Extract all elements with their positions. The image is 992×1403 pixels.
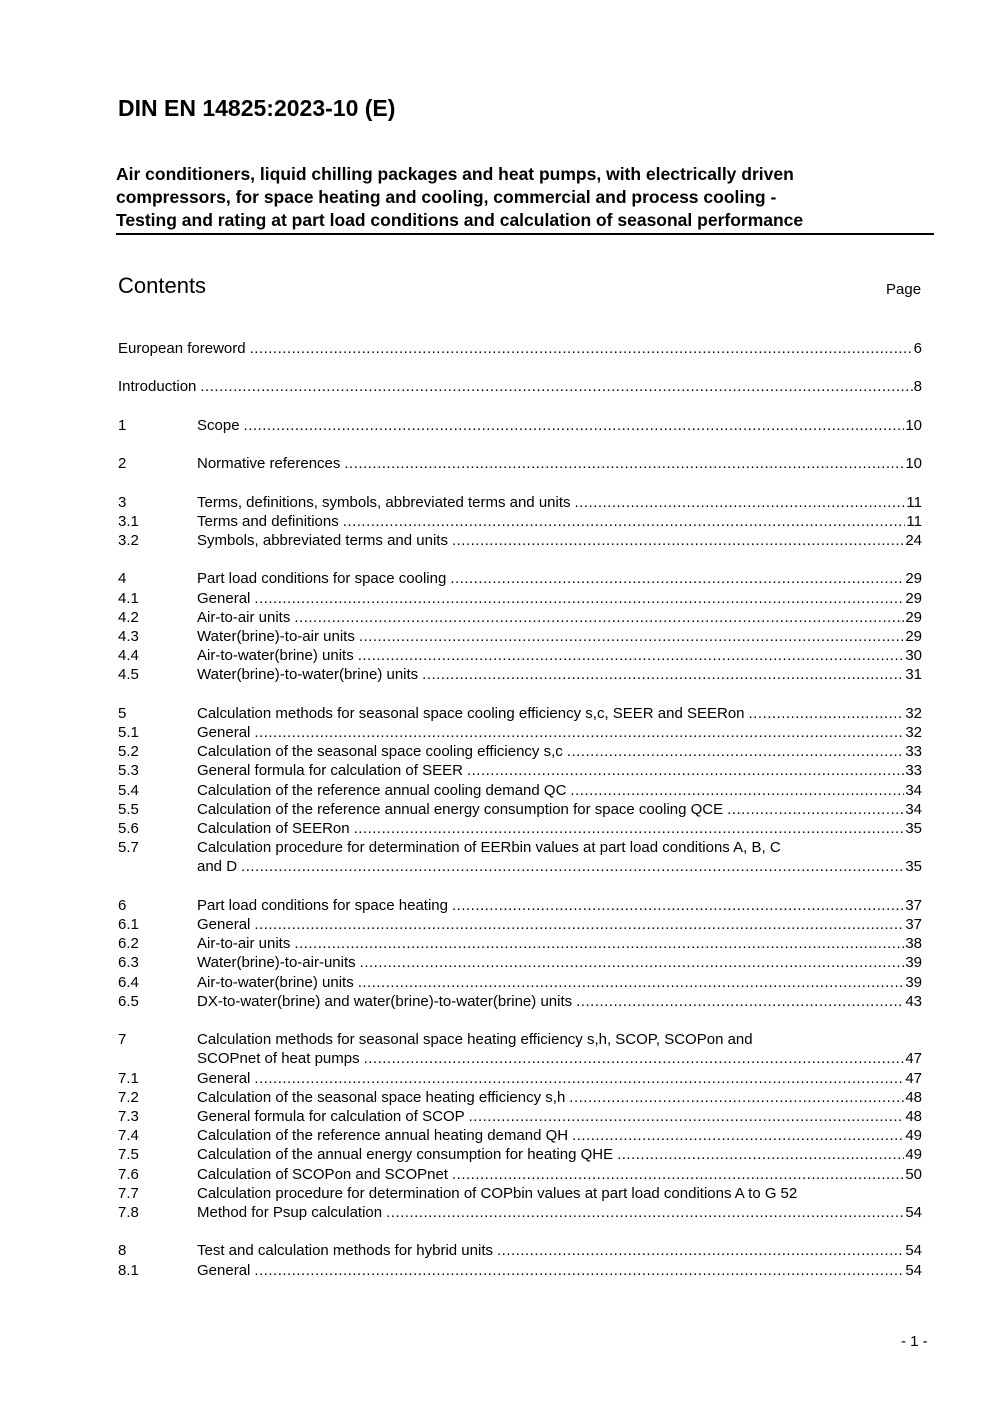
toc-entry-page: 31 (905, 666, 922, 684)
toc-entry-number: 7 (118, 1031, 127, 1049)
toc-entry-title: Water(brine)-to-air-units (197, 954, 356, 972)
toc-entry-number: 5 (118, 704, 127, 722)
toc-entry-number: 6.2 (118, 935, 139, 953)
toc-entry-title: Part load conditions for space cooling (197, 570, 447, 588)
document-id: DIN EN 14825:2023-10 (E) (118, 95, 396, 121)
toc-entry-page: 8 (913, 378, 922, 396)
dot-leader (452, 531, 904, 550)
toc-entry-title: Calculation of the reference annual energy consumption for space cooling QCE (197, 800, 724, 818)
toc-entry-title: Terms and definitions (197, 512, 339, 530)
toc-entry-number: 8.1 (118, 1261, 139, 1279)
toc-entry-page: 52 (780, 1184, 798, 1202)
toc-entry-number: 4.5 (118, 666, 139, 684)
dot-leader (469, 1107, 905, 1126)
toc-entry-page: 39 (905, 973, 922, 991)
toc-entry-title: Air-to-air units (197, 608, 291, 626)
toc-entry-title: Calculation of the reference annual heating demand QH (197, 1127, 569, 1145)
toc-entry[interactable] (118, 377, 922, 396)
toc-entry[interactable] (118, 1261, 922, 1280)
toc-entry-number: 6.4 (118, 973, 139, 991)
dot-leader (452, 1165, 904, 1184)
dot-leader (241, 857, 904, 876)
toc-entry-number: 7.4 (118, 1127, 139, 1145)
toc-entry-title: General (197, 589, 251, 607)
toc-entry[interactable] (118, 416, 922, 435)
toc-entry-number: 7.5 (118, 1146, 139, 1164)
toc-entry-page: 29 (905, 589, 922, 607)
dot-leader (294, 934, 904, 953)
toc-entry-number: 3 (118, 493, 127, 511)
toc-entry-page: 37 (905, 896, 922, 914)
toc-entry-title: Calculation of SEERon (197, 819, 350, 837)
toc-entry-number: 6 (118, 896, 127, 914)
toc-entry[interactable] (118, 1203, 922, 1222)
toc-entry-title: Calculation methods for seasonal space cooling efficiency s,c, SEER and SEERon (197, 704, 745, 722)
toc-entry[interactable] (118, 493, 922, 512)
toc-entry-title: Calculation procedure for determination of COPbin values at part load conditions A to G (197, 1184, 777, 1202)
toc-entry-number: 6.3 (118, 954, 139, 972)
toc-entry[interactable] (118, 838, 922, 876)
toc-entry-title: Calculation of the seasonal space heating efficiency s,h (197, 1088, 566, 1106)
toc-entry-number: 4.4 (118, 647, 139, 665)
toc-entry[interactable] (118, 1241, 922, 1260)
toc-entry[interactable] (118, 915, 922, 934)
toc-entry-title: Terms, definitions, symbols, abbreviated terms and units (197, 493, 571, 511)
toc-entry-number: 3.1 (118, 512, 139, 530)
dot-leader (244, 416, 905, 435)
dot-leader (572, 1126, 904, 1145)
toc-entry-page: 39 (905, 954, 922, 972)
toc-entry-page: 32 (905, 723, 922, 741)
toc-entry[interactable] (118, 1184, 922, 1203)
document-title (116, 163, 934, 235)
toc-entry-page: 47 (905, 1069, 922, 1087)
toc-entry-title: Air-to-air units (197, 935, 291, 953)
toc-entry-page: 50 (905, 1165, 922, 1183)
toc-entry[interactable] (118, 339, 922, 358)
dot-leader (617, 1145, 904, 1164)
toc-entry[interactable] (118, 973, 922, 992)
dot-leader (250, 339, 913, 358)
toc-entry-title: Calculation of the seasonal space cooling efficiency s,c (197, 743, 563, 761)
toc-entry[interactable] (118, 531, 922, 550)
toc-entry-number: 5.3 (118, 762, 139, 780)
page-number: - 1 - (901, 1333, 928, 1350)
toc-entry-title: Water(brine)-to-water(brine) units (197, 666, 419, 684)
toc-entry-page: 54 (905, 1204, 922, 1222)
toc-entry-page: 34 (905, 800, 922, 818)
toc-entry-page: 49 (905, 1146, 922, 1164)
toc-entry-number: 5.4 (118, 781, 139, 799)
toc-entry-title: DX-to-water(brine) and water(brine)-to-water(brine) units (197, 992, 573, 1010)
toc-entry-number: 5.2 (118, 743, 139, 761)
toc-entry-title: Calculation of the annual energy consumption for heating QHE (197, 1146, 614, 1164)
toc-entry[interactable] (118, 1069, 922, 1088)
toc-entry[interactable] (118, 761, 922, 780)
toc-entry[interactable] (118, 723, 922, 742)
toc-entry-page: 6 (913, 340, 922, 357)
toc-entry-number: 4.1 (118, 589, 139, 607)
dot-leader (294, 608, 904, 627)
toc-entry-page: 38 (905, 935, 922, 953)
toc-entry[interactable] (118, 665, 922, 684)
toc-entry[interactable] (118, 569, 922, 588)
toc-entry-title: General formula for calculation of SEER (197, 762, 463, 780)
dot-leader (200, 377, 912, 396)
toc-entry-title: Calculation of the reference annual cooling demand QC (197, 781, 567, 799)
toc-entry[interactable] (118, 608, 922, 627)
toc-entry-page: 48 (905, 1088, 922, 1106)
title-line: compressors, for space heating and cooling, commercial and process cooling - (116, 187, 777, 207)
page-column-heading: Page (886, 281, 922, 298)
toc-entry-title: Introduction (118, 378, 197, 396)
toc-entry-number: 8 (118, 1242, 127, 1260)
dot-leader (467, 761, 904, 780)
dot-leader (358, 973, 905, 992)
toc-entry-title: Calculation of SCOPon and SCOPnet (197, 1165, 448, 1183)
toc-entry[interactable] (118, 742, 922, 761)
toc-entry-number: 7.7 (118, 1184, 139, 1202)
dot-leader (254, 589, 904, 608)
toc-entry-title-continued: SCOPnet of heat pumps (197, 1050, 360, 1068)
dot-leader (576, 992, 904, 1011)
toc-entry[interactable] (118, 1145, 922, 1164)
dot-leader (343, 512, 906, 531)
toc-entry[interactable] (118, 704, 922, 723)
toc-entry-title: General (197, 915, 251, 933)
dot-leader (575, 493, 906, 512)
toc-entry-page: 29 (905, 608, 922, 626)
toc-entry-number: 7.1 (118, 1069, 139, 1087)
toc-entry[interactable] (118, 1126, 922, 1145)
toc-entry-page: 11 (906, 512, 922, 530)
toc-entry-page: 34 (905, 781, 922, 799)
dot-leader (727, 800, 904, 819)
toc-entry-page: 33 (905, 762, 922, 780)
toc-entry-number: 1 (118, 416, 127, 434)
toc-entry[interactable] (118, 512, 922, 531)
dot-leader (570, 781, 904, 800)
toc-entry-title: European foreword (118, 340, 246, 357)
dot-leader (569, 1088, 904, 1107)
toc-entry-title: General (197, 1069, 251, 1087)
toc-entry-title: Part load conditions for space heating (197, 896, 448, 914)
toc-entry-page: 10 (905, 455, 922, 473)
toc-entry-page: 54 (905, 1242, 922, 1260)
dot-leader (358, 646, 905, 665)
dot-leader (452, 896, 904, 915)
toc-entry-number: 4.3 (118, 627, 139, 645)
toc-entry[interactable] (118, 992, 922, 1011)
toc-entry-page: 37 (905, 915, 922, 933)
toc-entry-number: 3.2 (118, 531, 139, 549)
toc-entry-page: 49 (905, 1127, 922, 1145)
toc-entry-title: Method for Psup calculation (197, 1204, 383, 1222)
toc-entry-page: 10 (905, 416, 922, 434)
toc-entry-page: 29 (905, 570, 922, 588)
toc-entry[interactable] (118, 819, 922, 838)
dot-leader (749, 704, 905, 723)
toc-entry[interactable] (118, 1165, 922, 1184)
toc-entry-title-continued: and D (197, 858, 238, 876)
toc-entry-number: 2 (118, 455, 127, 473)
toc-entry-page: 33 (905, 743, 922, 761)
toc-entry[interactable] (118, 589, 922, 608)
toc-entry-page: 30 (905, 647, 922, 665)
toc-entry-page: 29 (905, 627, 922, 645)
dot-leader (497, 1241, 904, 1260)
toc-entry-number: 6.1 (118, 915, 139, 933)
toc-entry-title: General formula for calculation of SCOP (197, 1108, 465, 1125)
toc-entry-title: Normative references (197, 455, 341, 473)
title-line: Air conditioners, liquid chilling packages and heat pumps, with electrically driven (116, 164, 794, 184)
toc-entry-number: 7.3 (118, 1108, 139, 1125)
dot-leader (386, 1203, 904, 1222)
toc-entry-number: 5.1 (118, 723, 139, 741)
toc-entry[interactable] (118, 781, 922, 800)
toc-entry-title: Air-to-water(brine) units (197, 647, 354, 665)
dot-leader (360, 953, 905, 972)
toc-entry-number: 5.6 (118, 819, 139, 837)
toc-entry-title: General (197, 1261, 251, 1279)
toc-entry[interactable] (118, 1107, 922, 1126)
dot-leader (364, 1049, 905, 1068)
toc-entry-page: 47 (905, 1050, 922, 1068)
toc-entry-number: 4.2 (118, 608, 139, 626)
toc-entry-page: 11 (906, 493, 922, 511)
dot-leader (450, 569, 904, 588)
toc-entry-page: 54 (905, 1261, 922, 1279)
dot-leader (567, 742, 905, 761)
table-of-contents (118, 339, 922, 1280)
dot-leader (254, 723, 904, 742)
toc-entry-title: General (197, 723, 251, 741)
dot-leader (344, 454, 904, 473)
toc-entry[interactable] (118, 934, 922, 953)
toc-entry[interactable] (118, 646, 922, 665)
toc-entry[interactable] (118, 800, 922, 819)
toc-entry-title: Air-to-water(brine) units (197, 973, 354, 991)
toc-entry-number: 6.5 (118, 992, 139, 1010)
toc-entry-title: Water(brine)-to-air units (197, 627, 355, 645)
toc-entry-page: 24 (905, 531, 922, 549)
title-line: Testing and rating at part load conditions and calculation of seasonal performance (116, 210, 804, 230)
toc-entry[interactable] (118, 454, 922, 473)
toc-entry-page: 32 (905, 704, 922, 722)
toc-entry-title: Calculation methods for seasonal space heating efficiency s,h, SCOP, SCOPon and (197, 1031, 753, 1049)
toc-entry-title: Scope (197, 416, 240, 434)
toc-entry-page: 35 (905, 858, 922, 876)
toc-entry[interactable] (118, 953, 922, 972)
toc-entry[interactable] (118, 1030, 922, 1068)
dot-leader (254, 915, 904, 934)
toc-entry-page: 43 (905, 992, 922, 1010)
dot-leader (254, 1261, 904, 1280)
dot-leader (359, 627, 904, 646)
dot-leader (354, 819, 905, 838)
dot-leader (422, 665, 904, 684)
dot-leader (254, 1069, 904, 1088)
toc-entry-number: 5.7 (118, 839, 139, 857)
toc-entry-number: 5.5 (118, 800, 139, 818)
toc-entry-page: 35 (905, 819, 922, 837)
toc-entry-number: 7.6 (118, 1165, 139, 1183)
toc-entry[interactable] (118, 627, 922, 646)
toc-entry-page: 48 (905, 1108, 922, 1125)
toc-entry-number: 7.2 (118, 1088, 139, 1106)
toc-entry[interactable] (118, 896, 922, 915)
toc-entry-title: Test and calculation methods for hybrid units (197, 1242, 493, 1260)
toc-entry-number: 4 (118, 570, 127, 588)
toc-entry-title: Symbols, abbreviated terms and units (197, 531, 448, 549)
toc-entry-title: Calculation procedure for determination of EERbin values at part load conditions A, B, C (197, 839, 781, 857)
toc-entry[interactable] (118, 1088, 922, 1107)
toc-entry-number: 7.8 (118, 1204, 139, 1222)
contents-heading: Contents (118, 273, 207, 298)
